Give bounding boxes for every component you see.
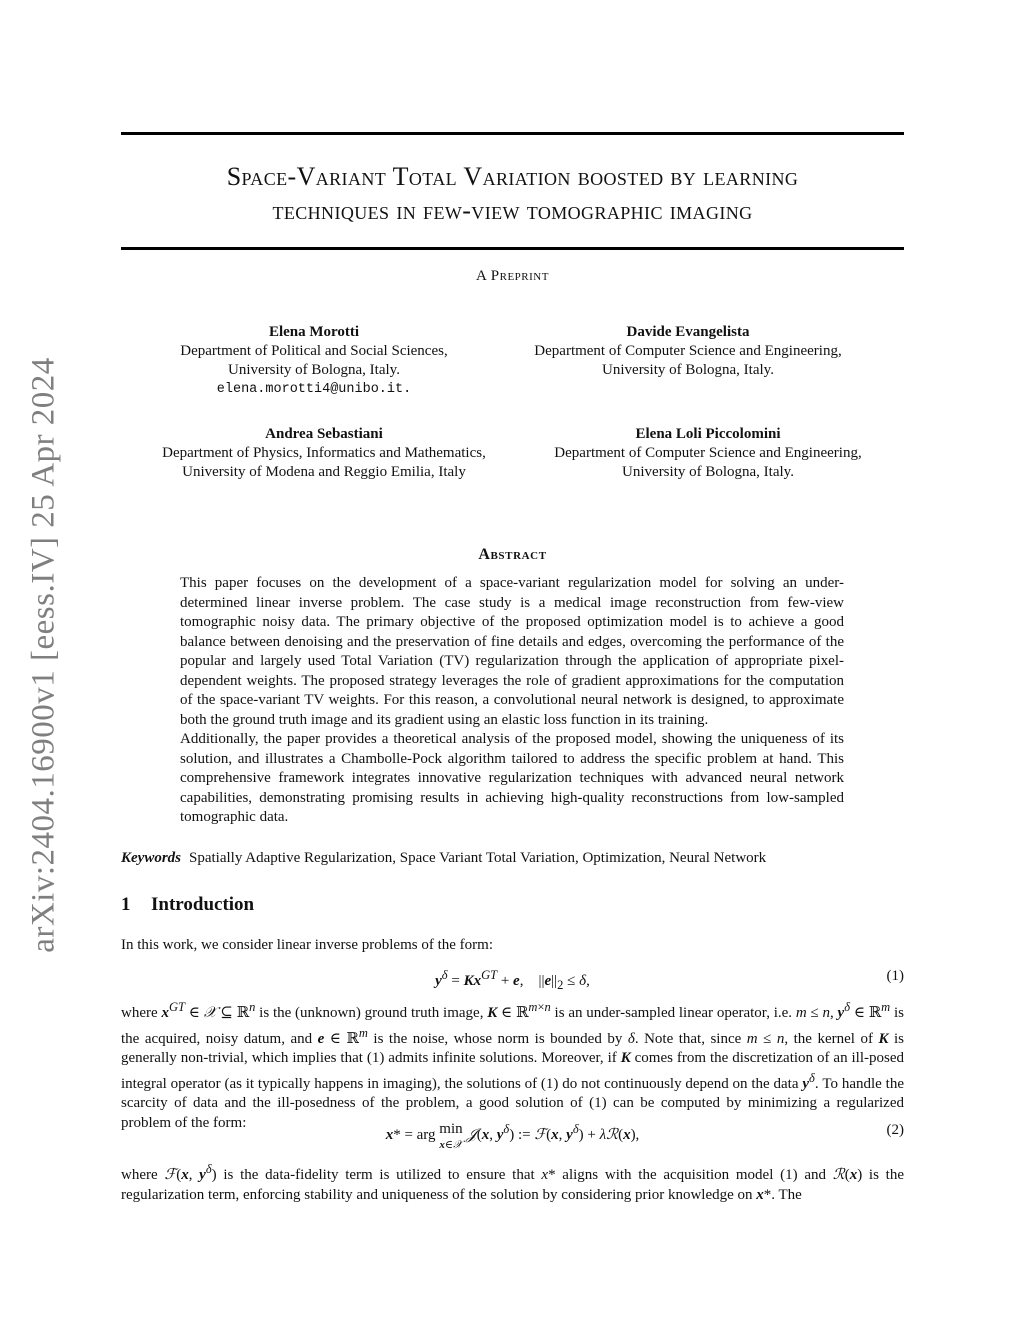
section-title: Introduction: [151, 894, 255, 915]
arxiv-identifier-stamp: arXiv:2404.16900v1 [eess.IV] 25 Apr 2024: [25, 357, 62, 953]
section-heading: [121, 894, 254, 916]
abstract-heading: Abstract: [478, 546, 547, 563]
author-affiliation: Department of Physics, Informatics and Mathematics,: [162, 445, 486, 461]
equation-number: (2): [886, 1122, 904, 1138]
author-name: Davide Evangelista: [626, 324, 750, 340]
author-name: Elena Morotti: [268, 324, 360, 340]
title-bottom-rule: [121, 247, 904, 250]
author-email: elena.morotti4@unibo.it.: [216, 382, 412, 397]
title-line-2: techniques in few-view tomographic imaging: [272, 196, 753, 225]
author-affiliation: Department of Political and Social Sciences,: [180, 343, 448, 359]
author-name: Andrea Sebastiani: [265, 426, 383, 442]
author-affiliation: University of Bologna, Italy.: [622, 464, 794, 480]
author-block: [498, 323, 878, 380]
keywords-label: Keywords: [121, 850, 181, 866]
intro-paragraph: where $x^{GT}$ ∈ 𝒳 ⊆ ℝ$^n$ is the (unknown) ground truth image, K ∈ ℝ$^{m\times n}$ is an under-sampled linear operator, i.e. m ≤ n, $y^\delta$ ∈ ℝ$^m$ is the acquired, noisy datum, and e ∈ ℝ$^m$ is the noise, whose norm is bounded by δ. Note that, since m ≤ n, the kernel of K is generally non-trivial, which implies that (1) admits infinite solutions. Moreover, if K comes from the discretization of an ill-posed integral operator (as it typically happens in imaging), the solutions of (1) do not continuously depend on the data $y^\delta$. To handle the scarcity of data and the ill-posedness of the problem, a good solution of (1) can be computed by minimizing a regularized problem of the form:: [121, 1000, 905, 1131]
abstract-paragraph: This paper focuses on the development of a space-variant regularization model for solving an under-determined linear inverse problem. The case study is a medical image reconstruction from few-view tomographic noisy data. The primary objective of the proposed optimization model is to achieve a good balance between denoising and the preservation of fine details and edges, overcoming the performance of the popular and largely used Total Variation (TV) regularization through the application of appropriate pixel-dependent weights. The proposed strategy leverages the role of gradient approximations for the computation of the space-variant TV weights. For this reason, a convolutional neural network is designed, to approximate both the ground truth image and its gradient using an elastic loss function in its training.: [180, 575, 844, 728]
equation-1-body: $y^\delta = Kx^{GT} + e$, $||e||_2 \le \delta$,: [435, 968, 590, 992]
keywords-line: [121, 850, 904, 867]
intro-sentence: In this work, we consider linear inverse problems of the form:: [121, 937, 493, 953]
intro-paragraph: where ℱ(x, $y^\delta$) is the data-fidelity term is utilized to ensure that x* aligns with the acquisition model (1) and ℛ(x) is the regularization term, enforcing stability and uniqueness of the solution by considering prior knowledge on x*. The: [121, 1162, 904, 1203]
paper-title: [121, 160, 904, 228]
author-affiliation: University of Bologna, Italy.: [602, 362, 774, 378]
equation-number: (1): [886, 968, 904, 984]
author-block: [518, 425, 898, 482]
keywords-text: Spatially Adaptive Regularization, Space Variant Total Variation, Optimization, Neural Network: [189, 850, 767, 866]
author-affiliation: University of Modena and Reggio Emilia, Italy: [182, 464, 466, 480]
author-affiliation: Department of Computer Science and Engineering,: [554, 445, 862, 461]
equation-1: [121, 968, 904, 993]
equation-2-body: x* = arg min x∈𝒳 𝒥(x, $y^\delta$) := ℱ(x, $y^\delta$) + λℛ(x),: [385, 1121, 640, 1151]
section-number: 1: [121, 894, 131, 915]
abstract-paragraph: Additionally, the paper provides a theoretical analysis of the proposed model, showing the uniqueness of its solution, and illustrates a Chambolle-Pock algorithm tailored to address the specific problem at hand. This comprehensive framework integrates innovative regularization techniques with advanced neural network capabilities, demonstrating promising results in achieving high-quality reconstructions from low-sampled tomographic data.: [180, 731, 844, 825]
title-top-rule: [121, 132, 904, 135]
author-affiliation: University of Bologna, Italy.: [228, 362, 400, 378]
author-block: [124, 323, 504, 399]
author-affiliation: Department of Computer Science and Engineering,: [534, 343, 842, 359]
equation-2: [121, 1122, 904, 1153]
author-name: Elena Loli Piccolomini: [635, 426, 781, 442]
author-block: [134, 425, 514, 482]
abstract-body: [180, 574, 844, 828]
title-line-1: Space-Variant Total Variation boosted by learning: [226, 162, 799, 191]
preprint-label: A Preprint: [476, 268, 549, 284]
